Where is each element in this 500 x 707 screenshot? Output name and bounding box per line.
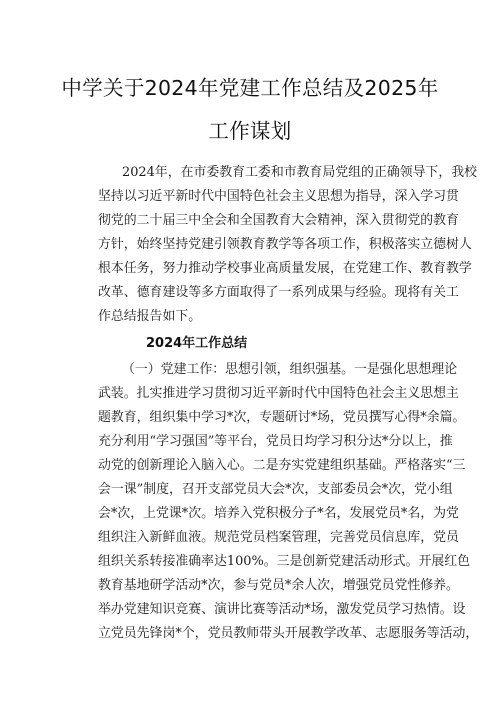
intro-paragraph-line: 坚持以习近平新时代中国特色社会主义思想为指导，深入学习贯	[98, 189, 459, 204]
section-paragraph-line: 立党员先锋岗*个，党员教师带头开展教学改革、志愿服务等活动，	[98, 626, 479, 641]
section-paragraph-line: （一）党建工作：思想引领，组织强基。一是强化思想理论	[122, 362, 458, 377]
section-paragraph-line: 组织注入新鲜血液。规范党员档案管理，完善党员信息库，党员	[98, 530, 459, 545]
document-title-line-1: 中学关于2024年党建工作总结及2025年	[61, 76, 439, 100]
section-paragraph-line: 武装。扎实推进学习贯彻习近平新时代中国特色社会主义思想主	[98, 386, 459, 401]
intro-paragraph-line: 根本任务，努力推动学校事业高质量发展，在党建工作、教育教学	[98, 261, 472, 276]
section-paragraph-line: 会*次，上党课*次。培养入党积极分子*名，发展党员*名，为党	[98, 506, 459, 521]
section-paragraph-line: 题教育，组织集中学习*次，专题研讨*场，党员撰写心得*余篇。	[98, 410, 466, 425]
document-title-line-2: 工作谋划	[208, 119, 292, 143]
intro-paragraph-line: 2024年，在市委教育工委和市教育局党组的正确领导下，我校	[122, 165, 478, 180]
section-paragraph-line: 举办党建知识竞赛、演讲比赛等活动*场，激发党员学习热情。设	[98, 602, 466, 617]
intro-paragraph-line: 方针，始终坚持党建引领教育教学等各项工作，积极落实立德树人	[98, 237, 472, 252]
section-heading: 2024年工作总结	[146, 336, 248, 351]
intro-paragraph-line: 改革、德育建设等多方面取得了一系列成果与经验。现将有关工	[98, 285, 459, 300]
section-paragraph-line: 动党的创新理论入脑入心。二是夯实党建组织基础。严格落实“三	[98, 458, 466, 473]
section-paragraph-line: 组织关系转接准确率达100%。三是创新党建活动形式。开展红色	[98, 554, 471, 569]
section-paragraph-line: 教育基地研学活动*次，参与党员*余人次，增强党员党性修养。	[98, 578, 459, 593]
section-paragraph-line: 会一课”制度，召开支部党员大会*次，支部委员会*次，党小组	[98, 482, 453, 497]
intro-paragraph-line: 作总结报告如下。	[98, 309, 202, 324]
section-paragraph-line: 充分利用“学习强国”等平台，党员日均学习积分达*分以上，推	[98, 434, 453, 449]
intro-paragraph-line: 彻党的二十届三中全会和全国教育大会精神，深入贯彻党的教育	[98, 213, 459, 228]
